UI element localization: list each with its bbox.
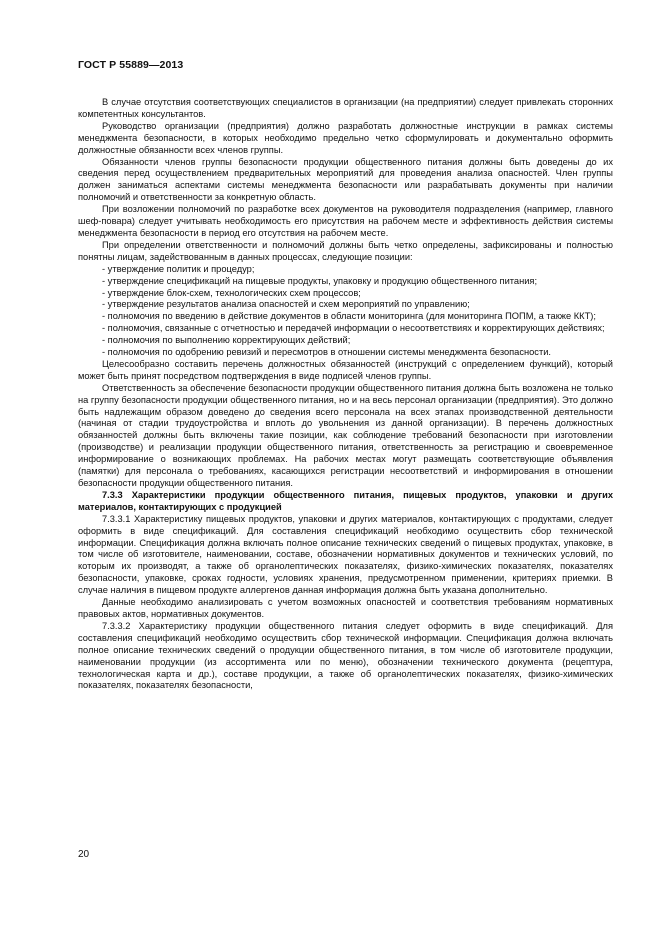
paragraph: Данные необходимо анализировать с учетом возможных опасностей и соответствия требованиям нормативных правовых актов, нормативных документов. (78, 597, 613, 619)
paragraph: - полномочия, связанные с отчетностью и передачей информации о несоответствиях и корректирующих действиях; (102, 323, 605, 334)
paragraph: Ответственность за обеспечение безопасности продукции общественного питания должна быть возложена не только на группу безопасности продукции общественного питания, но и на весь персонал организации (предприятия). Это должно быть надлежащим образом доведено до сведения всего персонала на всех этапах производственной деятельности (начиная от стадии трудоустройства и вплоть до увольнения из данной организации). В перечень должностных обязанностей должны быть включены такие позиции, как соблюдение требований безопасности при изготовлении (производстве) и реализации продукции общественного питания, ответственность за регистрацию и своевременное информирование о возникающих проблемах. На рабочих местах могут размещать соответствующие объявления (памятки) для персонала о требованиях, касающихся регистрации несоответствий и информирования в отношении безопасности продукции общественного питания. (78, 382, 613, 488)
paragraph: При возложении полномочий по разработке всех документов на руководителя подразделения (например, главного шеф-повара) следует учитывать необходимость его присутствия на рабочем месте и эффективность действия системы менеджмента безопасности в период его отсутствия на рабочем месте. (78, 204, 613, 238)
paragraph: Руководство организации (предприятия) должно разработать должностные инструкции в рамках системы менеджмента безопасности, в которых необходимо предельно четко сформулировать и документально оформить должностные обязанности всех членов группы. (78, 120, 613, 155)
paragraph: - полномочия по одобрению ревизий и пересмотров в отношении системы менеджмента безопасности. (102, 347, 551, 358)
standard-header: ГОСТ Р 55889—2013 (78, 59, 184, 71)
paragraph: - утверждение результатов анализа опасностей и схем мероприятий по управлению; (102, 299, 470, 310)
paragraph: - утверждение политик и процедур; (102, 263, 255, 274)
paragraph: При определении ответственности и полномочий должны быть четко определены, зафиксированы и полностью понятны лицам, задействованным в данных процессах, следующие позиции: (78, 239, 613, 262)
paragraph: - утверждение спецификаций на пищевые продукты, упаковку и продукцию общественного питания; (102, 275, 538, 286)
page-number: 20 (78, 849, 90, 860)
paragraph: 7.3.3.1 Характеристику пищевых продуктов, упаковки и других материалов, контактирующих с продуктами, следует оформить в виде спецификаций. Для составления спецификаций необходимо осуществить сбор технической информации. Спецификация должна включать полное описание технических сведений о пищевых продуктах, упаковке, в том числе об изготовителе, наименовании, составе, обозначении нормативных документов и технических условий, по которым их производят, а также об органолептических показателях, физико-химических показателях, показателях безопасности, упаковке, сроках годности, условиях хранения, предусмотренном применении, критериях приемки. В случае наличия в пищевом продукте аллергенов данная информация должна быть указана дополнительно. (78, 513, 613, 596)
paragraph: Целесообразно составить перечень должностных обязанностей (инструкций с определением функций), который может быть принят посредством подтверждения в виде подписей членов группы. (78, 358, 613, 381)
paragraph: В случае отсутствия соответствующих специалистов в организации (на предприятии) следует привлекать сторонних компетентных консультантов. (78, 97, 613, 119)
paragraph: 7.3.3.2 Характеристику продукции общественного питания следует оформить в виде спецификаций. Для составления спецификаций необходимо осуществить сбор технической информации. Спецификация должна включать полное описание технических сведений о продукции общественного питания, в том числе об изготовителе продукции, наименовании продукции (из ассортимента или по меню), обозначении технического документа (рецептура, технологическая карта и др.), составе продукции, а также об органолептических показателях, физико-химических показателях, показателях безопасности, (78, 620, 613, 691)
section-heading: 7.3.3 Характеристики продукции общественного питания, пищевых продуктов, упаковки и других материалов, контактирующих с продукцией (78, 489, 613, 512)
paragraph: - полномочия по выполнению корректирующих действий; (102, 335, 351, 346)
paragraph: - утверждение блок-схем, технологических схем процессов; (102, 287, 361, 298)
paragraph: Обязанности членов группы безопасности продукции общественного питания должны быть доведены до их сведения перед осуществлением предварительных мероприятий для проведения анализа опасностей. Член группы должен заниматься аспектами системы менеджмента безопасности или разрабатывать документы при наличии полномочий и ответственности за конкретную область. (78, 156, 613, 203)
document-body (78, 97, 613, 692)
paragraph: - полномочия по введению в действие документов в области мониторинга (для мониторинга ПОПМ, а также ККТ); (102, 311, 596, 322)
